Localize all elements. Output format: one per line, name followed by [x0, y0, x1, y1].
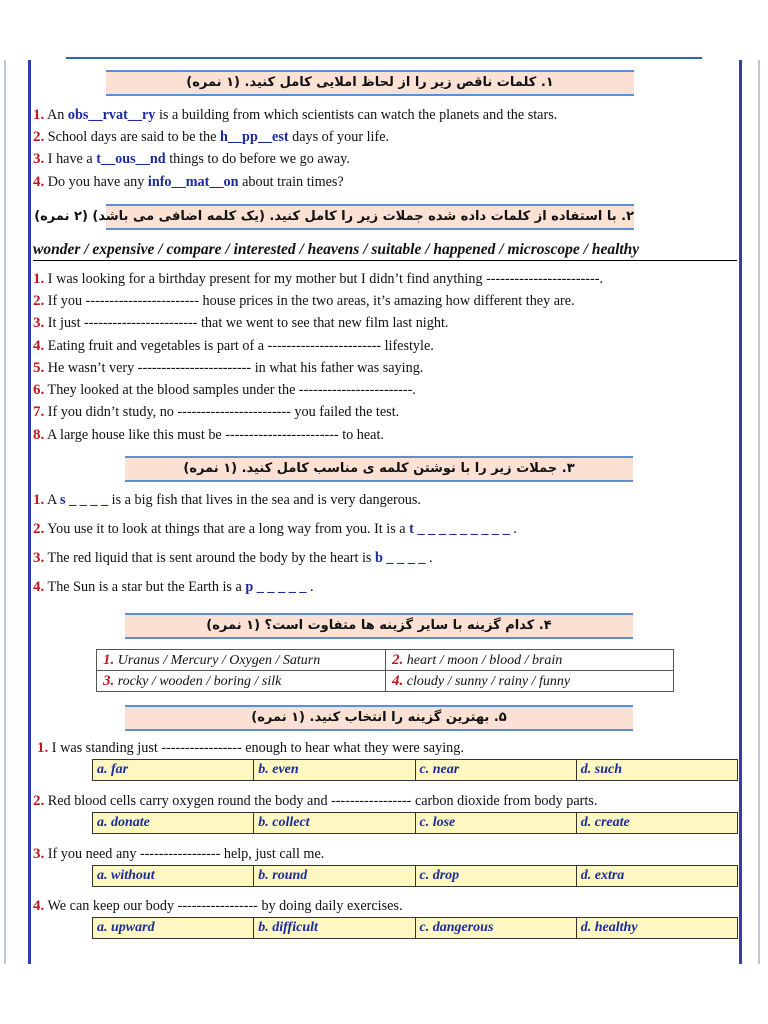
- section2-item-3: 3. It just ------------------------ that we went to see that new film last night.: [33, 315, 449, 331]
- option-a[interactable]: a. without: [93, 866, 254, 886]
- section5-item-2: 2. Red blood cells carry oxygen round the body and ----------------- carbon dioxide from body parts.: [33, 793, 598, 809]
- option-b[interactable]: b. collect: [254, 813, 415, 833]
- option-b[interactable]: b. even: [254, 760, 415, 780]
- option-b[interactable]: b. round: [254, 866, 415, 886]
- section5-item-3: 3. If you need any ----------------- help, just call me.: [33, 846, 325, 862]
- section1-item-4: 4. Do you have any info__mat__on about train times?: [33, 174, 344, 190]
- section5-options-3: [92, 865, 738, 887]
- option-c[interactable]: c. dangerous: [416, 918, 577, 938]
- section3-item-1: 1. A s _ _ _ _ is a big fish that lives in the sea and is very dangerous.: [33, 492, 421, 508]
- section1-item-2: 2. School days are said to be the h__pp__est days of your life.: [33, 129, 390, 145]
- section1-title: ۱. کلمات ناقص زیر را از لحاظ املایی کامل کنید. (۱ نمره): [106, 70, 634, 96]
- odd-one-out-option-3: 3. rocky / wooden / boring / silk: [97, 671, 386, 692]
- section5-title: ۵. بهترین گزینه را انتخاب کنید. (۱ نمره): [125, 705, 633, 731]
- odd-one-out-option-2: 2. heart / moon / blood / brain: [386, 650, 674, 671]
- section2-title: ۲. با استفاده از کلمات داده شده جملات زیر را کامل کنید. (یک کلمه اضافی می باشد) (۲ نمره): [106, 204, 634, 230]
- section5-options-2: [92, 812, 738, 834]
- option-a[interactable]: a. far: [93, 760, 254, 780]
- border-right: [739, 60, 742, 964]
- option-a[interactable]: a. upward: [93, 918, 254, 938]
- option-c[interactable]: c. near: [416, 760, 577, 780]
- option-d[interactable]: d. healthy: [580, 920, 638, 935]
- page-edge-left: [4, 60, 6, 964]
- option-b[interactable]: b. difficult: [254, 918, 415, 938]
- odd-one-out-table: [96, 649, 674, 692]
- odd-one-out-option-1: 1. Uranus / Mercury / Oxygen / Saturn: [97, 650, 386, 671]
- section2-item-2: 2. If you ------------------------ house prices in the two areas, it’s amazing how different they are.: [33, 293, 575, 309]
- section2-item-7: 7. If you didn’t study, no ------------------------ you failed the test.: [33, 404, 400, 420]
- section5-options-1: [92, 759, 738, 781]
- word-bank: wonder / expensive / compare / interested / heavens / suitable / happened / microscope / healthy: [33, 240, 737, 261]
- option-d[interactable]: d. extra: [580, 868, 625, 883]
- section4-title: ۴. کدام گزینه با سایر گزینه ها متفاوت است؟ (۱ نمره): [125, 613, 633, 639]
- section2-item-1: 1. I was looking for a birthday present for my mother but I didn’t find anything ------------------------.: [33, 271, 604, 287]
- section3-item-3: 3. The red liquid that is sent around the body by the heart is b _ _ _ _ .: [33, 550, 433, 566]
- border-left: [28, 60, 31, 964]
- option-a[interactable]: a. donate: [93, 813, 254, 833]
- section5-item-4: 4. We can keep our body ----------------- by doing daily exercises.: [33, 898, 403, 914]
- option-c[interactable]: c. lose: [416, 813, 577, 833]
- section5-item-1: 1. I was standing just ----------------- enough to hear what they were saying.: [37, 740, 464, 756]
- odd-one-out-option-4: 4. cloudy / sunny / rainy / funny: [386, 671, 674, 692]
- section3-title: ۳. جملات زیر را با نوشتن کلمه ی مناسب کامل کنید. (۱ نمره): [125, 456, 633, 482]
- option-d[interactable]: d. such: [580, 762, 622, 777]
- section3-item-4: 4. The Sun is a star but the Earth is a p _ _ _ _ _ .: [33, 579, 314, 595]
- section5-options-4: [92, 917, 738, 939]
- section1-item-1: 1. An obs__rvat__ry is a building from which scientists can watch the planets and the stars.: [33, 107, 558, 123]
- section1-item-3: 3. I have a t__ous__nd things to do before we go away.: [33, 151, 350, 167]
- option-c[interactable]: c. drop: [416, 866, 577, 886]
- section2-item-4: 4. Eating fruit and vegetables is part of a ------------------------ lifestyle.: [33, 338, 434, 354]
- page-edge-right: [758, 60, 760, 964]
- section2-item-6: 6. They looked at the blood samples under the ------------------------.: [33, 382, 416, 398]
- section2-item-8: 8. A large house like this must be ------------------------ to heat.: [33, 427, 384, 443]
- option-d[interactable]: d. create: [580, 815, 630, 830]
- top-rule: [66, 57, 702, 59]
- section2-item-5: 5. He wasn’t very ------------------------ in what his father was saying.: [33, 360, 424, 376]
- section3-item-2: 2. You use it to look at things that are a long way from you. It is a t _ _ _ _ _ _ _ _ _ .: [33, 521, 517, 537]
